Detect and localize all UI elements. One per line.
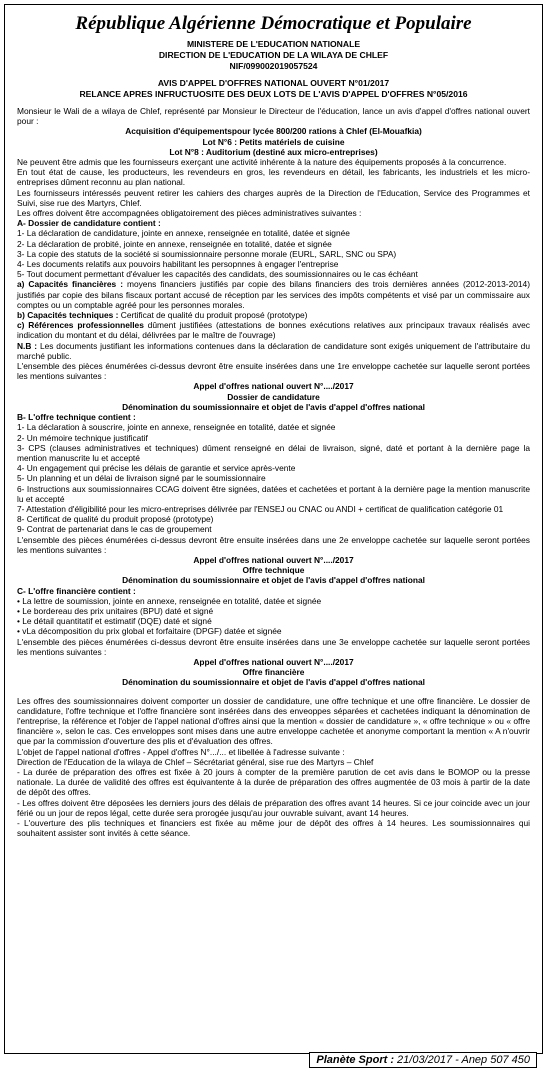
withdrawal-paragraph: Les fournisseurs intéressés peuvent retirer les cahiers des charges auprès de la Direction de l'Education, Service des Programmes et Suivi, sise rue des Martyrs, Chlef. <box>17 187 530 208</box>
capacity-technical <box>17 310 530 320</box>
references-label: c) Références professionnelles <box>17 320 144 331</box>
nb-label: N.B : <box>17 340 38 351</box>
capacity-financial <box>17 279 530 310</box>
duration-paragraph: - La durée de préparation des offres est fixée à 20 jours à compter de la première parution de cet avis dans le BOMOP ou la presse nationale. La durée de validité des offres est équivantente à la durée de préparation des offres augmentée de 03 mois à partir de la date de dépôt des offres. <box>17 767 530 798</box>
list-item: 1- La déclaration de candidature, jointe en annexe, renseignée en totalité, datée et signée <box>17 228 350 239</box>
envelope2-line2: Offre technique <box>242 565 305 576</box>
section-c-list <box>17 596 530 637</box>
documents-paragraph: Les offres doivent être accompagnées obligatoirement des pièces administratives suivantes : <box>17 208 362 219</box>
scope-paragraph: En tout état de cause, les producteurs, les revendeurs en gros, les revendeurs en détail, les fabricants, les industriels et les micro-entreprises dûment reconnu au plan national. <box>17 167 530 188</box>
envelope2-line1: Appel d'offres national ouvert N°..../2017 <box>193 554 354 565</box>
lot8-line: Lot N°8 : Auditorium (destiné aux micro-entreprises) <box>169 146 378 157</box>
notice-frame <box>4 4 543 1054</box>
eligibility-paragraph: Ne peuvent être admis que les fournisseurs exerçant une activité inhérente à la nature des équipements proposés à la concurrence. <box>17 157 507 168</box>
republic-title: République Algérienne Démocratique et Populaire <box>75 13 472 34</box>
list-item: 3- CPS (clauses administratives et techniques) dûment renseigné en délai de livraison, signé, daté et portant à la dernière page la mention manuscrite lu et accepté <box>17 442 530 463</box>
references-text: dûment justifiées (attestations de bonnes exécutions relatives aux principaux travaux réalisés avec indication du montant et du délai, délivrées par le maître de l'ouvrage) <box>17 320 530 341</box>
address-line: Direction de l'Education de la wilaya de Chlef – Sécrétariat général, sise rue des Martyrs – Chlef <box>17 756 374 767</box>
section-b-heading: B- L'offre technique contient : <box>17 412 136 423</box>
publication-footer <box>309 1052 537 1068</box>
list-item: • Le bordereau des prix unitaires (BPU) daté et signé <box>17 605 214 616</box>
references-paragraph <box>17 320 530 340</box>
envelope3-line1: Appel d'offres national ouvert N°..../2017 <box>193 656 354 667</box>
envelope1-line1: Appel d'offres national ouvert N°..../2017 <box>193 381 354 392</box>
capacity-technical-text: Certificat de qualité du produit proposé (prototype) <box>120 310 308 321</box>
list-item: 5- Tout document permettant d'évaluer les capacités des candidats, des soumissionnaires ou le cas échéant <box>17 269 418 280</box>
ministry-line: MINISTERE DE L'EDUCATION NATIONALE <box>186 39 361 49</box>
list-item: • vLa décomposition du prix global et forfaitaire (DPGF) datée et signée <box>17 626 282 637</box>
section-b-list <box>17 422 530 534</box>
list-item: 7- Attestation d'éligibilité pour les micro-entreprises délivrée par l'ENSEJ ou CNAC ou ANDI + certificat de qualification catégorie 01 <box>17 503 504 514</box>
direction-line: DIRECTION DE L'EDUCATION DE LA WILAYA DE CHLEF <box>158 50 389 60</box>
capacity-technical-label: b) Capacités techniques : <box>17 310 119 321</box>
envelope2-line3: Dénomination du soumissionnaire et objet de l'avis d'appel d'offres national <box>122 575 425 586</box>
section-b-closing: L'ensemble des pièces énumérées ci-dessus devront être ensuite insérées dans une 2e enveloppe cachetée sur laquelle seront portées les mentions suivantes : <box>17 534 530 555</box>
list-item: • La lettre de soumission, jointe en annexe, renseignée en totalité, datée et signée <box>17 595 322 606</box>
list-item: 8- Certificat de qualité du produit proposé (prototype) <box>17 514 214 525</box>
list-item: 6- Instructions aux soumissionnaires CCAG doivent être signées, datées et cachetées et portant à la dernière page la mention manuscrite lu et accepté <box>17 483 530 504</box>
list-item: 2- Un mémoire technique justificatif <box>17 432 148 443</box>
object-line: L'objet de l'appel national d'offres - Appel d'offres N°.../... et libellée à l'adresse suivante : <box>17 746 345 757</box>
list-item: 5- Un planning et un délai de livraison signé par le soumissionnaire <box>17 473 266 484</box>
nif-line: NIF/099002019057524 <box>229 61 318 71</box>
envelope1-line3: Dénomination du soumissionnaire et objet de l'avis d'appel d'offres national <box>122 401 425 412</box>
relance-title: RELANCE APRES INFRUCTUOSITE DES DEUX LOTS DE L'AVIS D'APPEL D'OFFRES N°05/2016 <box>79 89 468 99</box>
list-item: 4- Un engagement qui précise les délais de garantie et service après-vente <box>17 463 296 474</box>
list-item: 4- Les documents relatifs aux pouvoirs habilitant les persopnnes à engager l'entreprise <box>17 259 339 270</box>
footer-details: 21/03/2017 - Anep 507 450 <box>394 1054 530 1066</box>
list-item: • Le détail quantitatif et estimatif (DQE) daté et signé <box>17 616 212 627</box>
list-item: 1- La déclaration à souscrire, jointe en annexe, renseignée en totalité, datée et signée <box>17 422 336 433</box>
list-item: 9- Contrat de partenariat dans le cas de groupement <box>17 524 212 535</box>
avis-title: AVIS D'APPEL D'OFFRES NATIONAL OUVERT N°01/2017 <box>157 78 390 88</box>
deposit-paragraph: - Les offres doivent être déposées les derniers jours des délais de préparation des offres avant 14 heures. Si ce jour coincide avec un jour férié ou un jour de repos légal, cette durée sera prorogée jusqu'au jour ouvrable suivant, avant 14 heures. <box>17 797 530 818</box>
list-item: 2- La déclaration de probité, jointe en annexe, renseignée en totalité, datée et signée <box>17 238 332 249</box>
submission-paragraph: Les offres des soumissionnaires doivent comporter un dossier de candidature, une offre technique et une offre financière. Le dossier de candidature, l'offre technique et l'offre financière sont insérées dans des enveoppes séparées et cachetées indiquant la dénomination de l'entreprise, la référence et l'objer de l'appel national d'offres ainsi que la mention « dossier de candidature », « offre technique » ou « offre financière », selon le cas. Ces enveloppes sont mises dans une autre enveloppe cachetée et anonyme comportant la mention « A n'ouvrir que par la commission d'ouverture des plis et d'évaluation des offres. <box>17 695 530 747</box>
spacer <box>17 688 530 696</box>
envelope3-line3: Dénomination du soumissionnaire et objet de l'avis d'appel d'offres national <box>122 677 425 688</box>
nb-paragraph <box>17 341 530 361</box>
section-a-list <box>17 228 530 279</box>
envelope1-line2: Dossier de candidature <box>227 391 320 402</box>
capacity-financial-text: moyens financiers justifiés par copie des bilans financiers des trois dernières années (2012-2013-2014) justifiés par copie des bilans fiscaux portant accusé de réception par les services des impôts compétents et visé par un commissaire aux comptes ou un comptable agréé pour les personnes morales. <box>17 279 530 310</box>
section-c-heading: C- L'offre financière contient : <box>17 585 136 596</box>
list-item: 3- La copie des statuts de la société si soumissionnaire personne morale (EURL, SARL, SNC ou SPA) <box>17 248 397 259</box>
section-a-closing: L'ensemble des pièces énumérées ci-dessus devront être ensuite insérées dans une 1re enveloppe cachetée sur laquelle seront portées les mentions suivantes : <box>17 361 530 382</box>
lot6-line: Lot N°6 : Petits matériels de cuisine <box>202 136 345 147</box>
nb-text: Les documents justifiant les informations contenues dans la déclaration de candidature sont exigés uniquement de l'attributaire du marché public. <box>17 340 530 361</box>
capacity-financial-label: a) Capacités financières : <box>17 279 123 290</box>
opening-paragraph: - L'ouverture des plis techniques et financiers est fixée au même jour de dépôt des offres à 14 heures. Les soumissionnaires qui souhaitent assister sont invités à cette séance. <box>17 818 530 839</box>
intro-paragraph: Monsieur le Wali de a wilaya de Chlef, représenté par Monsieur le Directeur de l'éducation, lance un avis d'appel d'offres national ouvert pour : <box>17 106 530 127</box>
section-a-heading: A- Dossier de candidature contient : <box>17 218 161 229</box>
section-c-closing: L'ensemble des pièces énumérées ci-dessus devront être ensuite insérées dans une 3e enveloppe cachetée sur laquelle seront portées les mentions suivantes : <box>17 636 530 657</box>
envelope3-line2: Offre financière <box>242 667 305 678</box>
acquisition-line: Acquisition d'équipementspour lycée 800/200 rations à Chlef (El-Mouafkia) <box>125 126 422 137</box>
footer-paper: Planète Sport : <box>316 1054 394 1066</box>
